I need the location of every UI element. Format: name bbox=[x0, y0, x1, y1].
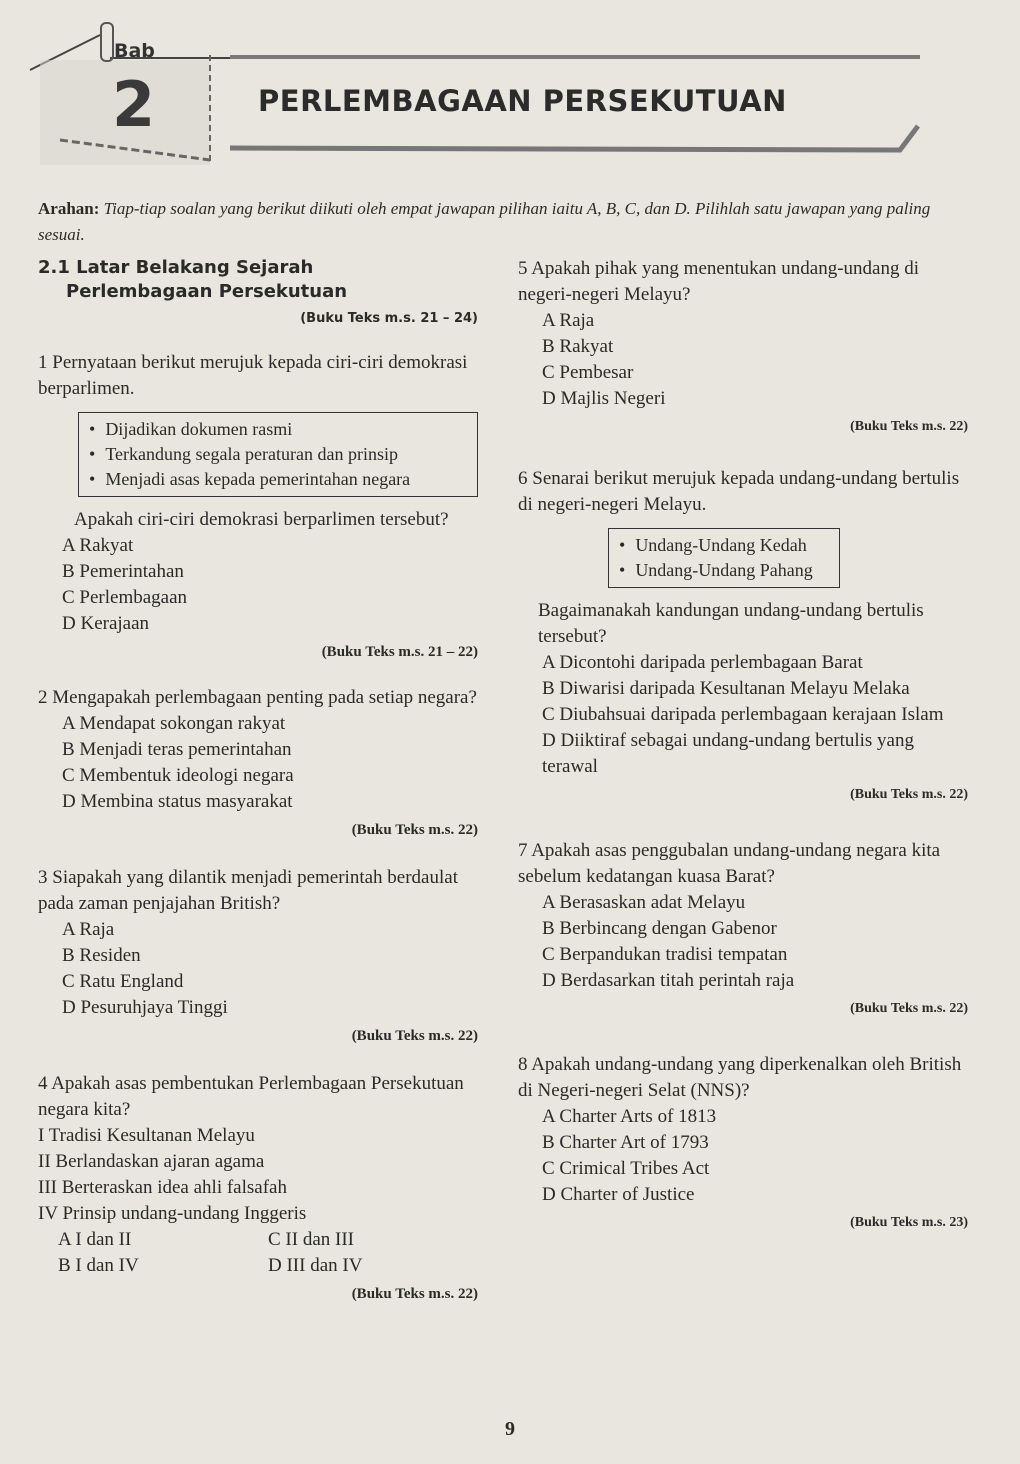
chapter-label: Bab bbox=[114, 40, 155, 62]
q4-ref: (Buku Teks m.s. 22) bbox=[351, 1286, 478, 1302]
q1-box bbox=[78, 412, 478, 497]
q8-option-c[interactable]: C Crimical Tribes Act bbox=[542, 1158, 710, 1179]
question-1 bbox=[38, 350, 478, 665]
instructions-text: Tiap-tiap soalan yang berikut diikuti oleh empat jawapan pilihan iaitu A, B, C, dan D. Pilihlah satu jawapan yang paling sesuai. bbox=[38, 199, 931, 244]
q7-ref: (Buku Teks m.s. 22) bbox=[850, 1001, 968, 1016]
q1-stem: 1 Pernyataan berikut merujuk kepada ciri-ciri demokrasi berparlimen. bbox=[38, 352, 468, 399]
q1-option-a[interactable]: A Rakyat bbox=[62, 535, 134, 556]
left-column bbox=[38, 256, 478, 1307]
q4-item: III Berteraskan idea ahli falsafah bbox=[38, 1177, 287, 1198]
instructions bbox=[38, 196, 968, 248]
q2-option-b[interactable]: B Menjadi teras pemerintahan bbox=[62, 739, 292, 760]
chapter-badge bbox=[100, 30, 210, 170]
section-title-line2: Perlembagaan Persekutuan bbox=[66, 281, 348, 302]
q1-option-b[interactable]: B Pemerintahan bbox=[62, 561, 184, 582]
q7-option-b[interactable]: B Berbincang dengan Gabenor bbox=[542, 918, 777, 939]
q4-stem: 4 Apakah asas pembentukan Perlembagaan Persekutuan negara kita? bbox=[38, 1073, 464, 1120]
q2-option-c[interactable]: C Membentuk ideologi negara bbox=[62, 765, 294, 786]
q1-option-c[interactable]: C Perlembagaan bbox=[62, 587, 188, 608]
q3-option-a[interactable]: A Raja bbox=[62, 919, 115, 940]
q5-option-c[interactable]: C Pembesar bbox=[542, 362, 634, 383]
q8-ref: (Buku Teks m.s. 23) bbox=[850, 1215, 968, 1230]
q4-item: IV Prinsip undang-undang Inggeris bbox=[38, 1203, 307, 1224]
q6-option-a[interactable]: A Dicontohi daripada perlembagaan Barat bbox=[542, 652, 863, 673]
q8-stem: 8 Apakah undang-undang yang diperkenalkan oleh British di Negeri-negeri Selat (NNS)? bbox=[518, 1054, 962, 1101]
question-2 bbox=[38, 685, 478, 843]
q4-option-d[interactable]: D III dan IV bbox=[268, 1255, 363, 1276]
right-column bbox=[518, 256, 968, 1236]
q7-option-a[interactable]: A Berasaskan adat Melayu bbox=[542, 892, 746, 913]
q1-question: Apakah ciri-ciri demokrasi berparlimen tersebut? bbox=[74, 509, 449, 530]
question-8 bbox=[518, 1052, 968, 1236]
q6-stem: 6 Senarai berikut merujuk kepada undang-undang bertulis di negeri-negeri Melayu. bbox=[518, 468, 960, 515]
q4-item: II Berlandaskan ajaran agama bbox=[38, 1151, 265, 1172]
q6-box bbox=[608, 528, 840, 588]
question-4 bbox=[38, 1071, 478, 1307]
question-3 bbox=[38, 865, 478, 1049]
q2-stem: 2 Mengapakah perlembagaan penting pada setiap negara? bbox=[38, 687, 477, 708]
q5-ref: (Buku Teks m.s. 22) bbox=[850, 419, 968, 434]
q6-option-b[interactable]: B Diwarisi daripada Kesultanan Melayu Melaka bbox=[542, 678, 910, 699]
q2-option-d[interactable]: D Membina status masyarakat bbox=[62, 791, 293, 812]
q4-option-b[interactable]: B I dan IV bbox=[58, 1255, 139, 1276]
page-number: 9 bbox=[505, 1418, 515, 1440]
q5-option-b[interactable]: B Rakyat bbox=[542, 336, 614, 357]
q6-option-c[interactable]: C Diubahsuai daripada perlembagaan kerajaan Islam bbox=[542, 704, 944, 725]
q4-option-c[interactable]: C II dan III bbox=[268, 1229, 354, 1250]
chapter-number: 2 bbox=[112, 68, 156, 141]
q6-box-item: • Undang-Undang Kedah bbox=[619, 533, 829, 558]
q1-box-item: • Terkandung segala peraturan dan prinsip bbox=[89, 442, 467, 467]
q6-ref: (Buku Teks m.s. 22) bbox=[850, 787, 968, 802]
q4-item: I Tradisi Kesultanan Melayu bbox=[38, 1125, 255, 1146]
q6-question: Bagaimanakah kandungan undang-undang bertulis tersebut? bbox=[538, 600, 924, 647]
q2-option-a[interactable]: A Mendapat sokongan rakyat bbox=[62, 713, 286, 734]
q3-ref: (Buku Teks m.s. 22) bbox=[351, 1028, 478, 1044]
q7-stem: 7 Apakah asas penggubalan undang-undang negara kita sebelum kedatangan kuasa Barat? bbox=[518, 840, 941, 887]
q1-option-d[interactable]: D Kerajaan bbox=[62, 613, 150, 634]
q5-option-d[interactable]: D Majlis Negeri bbox=[542, 388, 666, 409]
instructions-label: Arahan: bbox=[38, 199, 100, 218]
q7-option-c[interactable]: C Berpandukan tradisi tempatan bbox=[542, 944, 788, 965]
q2-ref: (Buku Teks m.s. 22) bbox=[351, 822, 478, 838]
q3-option-d[interactable]: D Pesuruhjaya Tinggi bbox=[62, 997, 228, 1018]
q4-option-a[interactable]: A I dan II bbox=[58, 1229, 132, 1250]
q5-option-a[interactable]: A Raja bbox=[542, 310, 595, 331]
q8-option-a[interactable]: A Charter Arts of 1813 bbox=[542, 1106, 717, 1127]
q6-option-d[interactable]: D Diiktiraf sebagai undang-undang bertulis yang terawal bbox=[542, 730, 914, 777]
section-title-line1: 2.1 Latar Belakang Sejarah bbox=[38, 257, 314, 278]
q1-box-item: • Dijadikan dokumen rasmi bbox=[89, 417, 467, 442]
page-title: PERLEMBAGAAN PERSEKUTUAN bbox=[258, 84, 787, 118]
q7-option-d[interactable]: D Berdasarkan titah perintah raja bbox=[542, 970, 795, 991]
q1-box-item: • Menjadi asas kepada pemerintahan negara bbox=[89, 467, 467, 492]
q3-option-b[interactable]: B Residen bbox=[62, 945, 141, 966]
question-7 bbox=[518, 838, 968, 1022]
q6-box-item: • Undang-Undang Pahang bbox=[619, 558, 829, 583]
section-ref: (Buku Teks m.s. 21 – 24) bbox=[300, 311, 478, 326]
q1-ref: (Buku Teks m.s. 21 – 22) bbox=[321, 644, 478, 660]
q8-option-b[interactable]: B Charter Art of 1793 bbox=[542, 1132, 709, 1153]
question-6 bbox=[518, 466, 968, 808]
q3-option-c[interactable]: C Ratu England bbox=[62, 971, 184, 992]
q3-stem: 3 Siapakah yang dilantik menjadi pemerintah berdaulat pada zaman penjajahan British? bbox=[38, 867, 458, 914]
q5-stem: 5 Apakah pihak yang menentukan undang-undang di negeri-negeri Melayu? bbox=[518, 258, 920, 305]
q8-option-d[interactable]: D Charter of Justice bbox=[542, 1184, 695, 1205]
question-5 bbox=[518, 256, 968, 440]
